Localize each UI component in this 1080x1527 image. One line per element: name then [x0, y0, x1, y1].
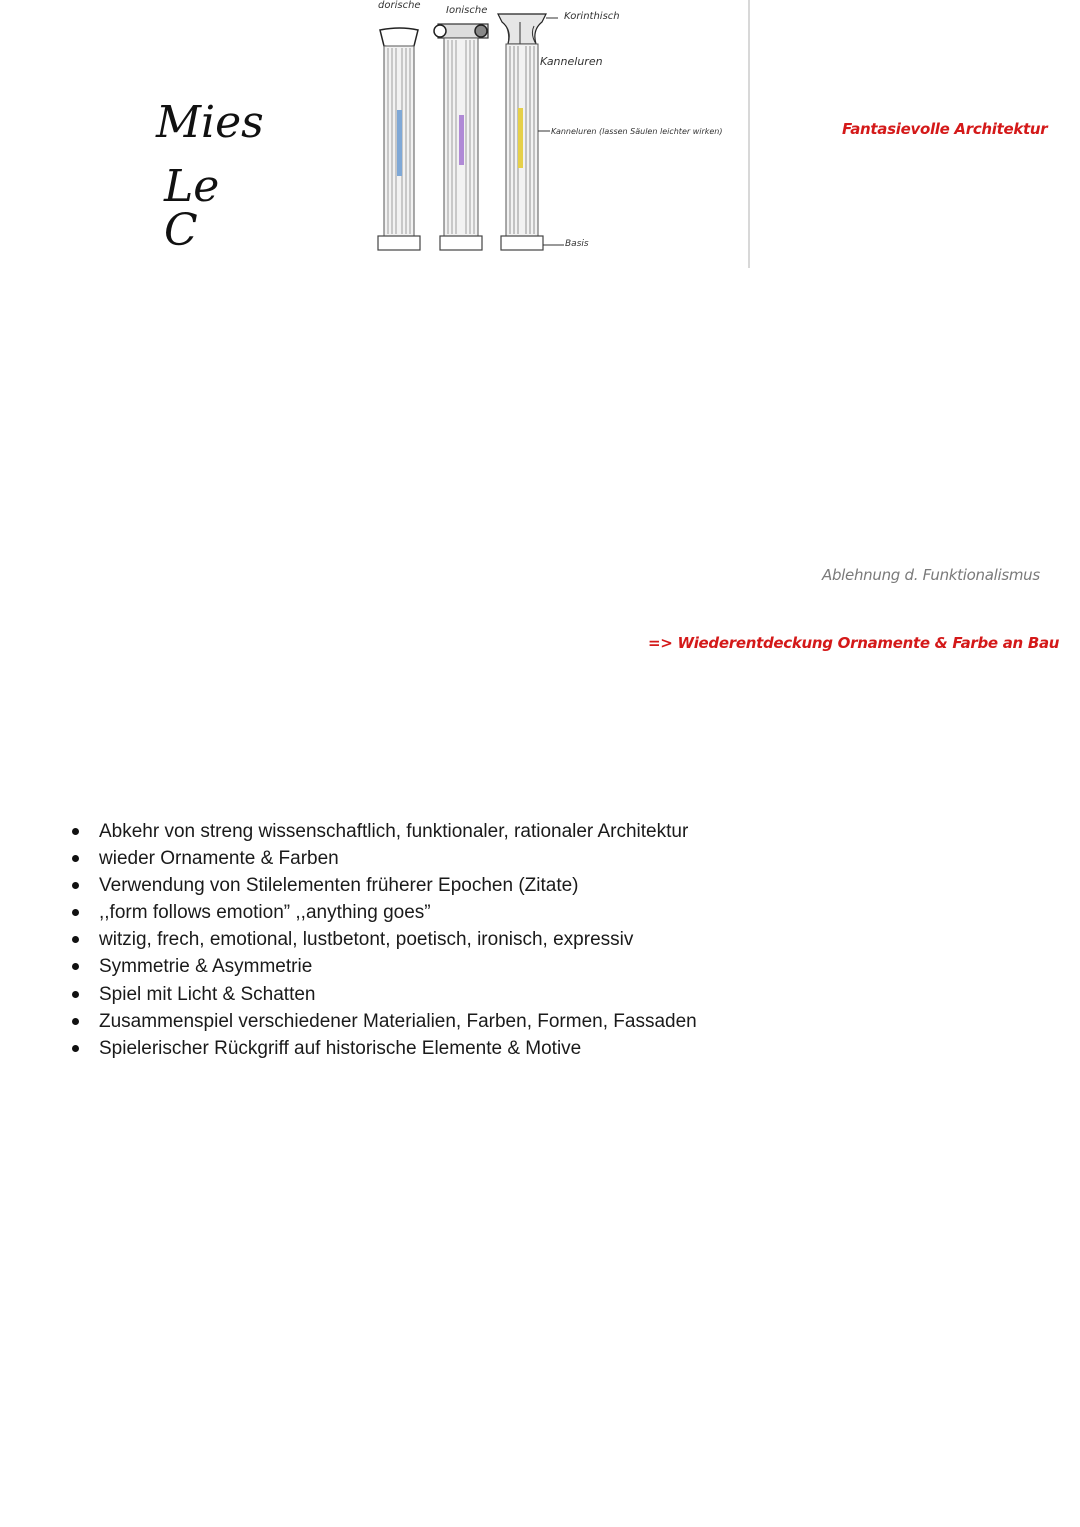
handwritten-line-1: Mies	[156, 97, 264, 148]
list-item-text: Abkehr von streng wissenschaftlich, funktionaler, rationaler Architektur	[99, 821, 689, 842]
list-item-text: Zusammenspiel verschiedener Materialien, Farben, Formen, Fassaden	[99, 1010, 697, 1032]
list-item	[70, 1008, 697, 1035]
list-item	[70, 981, 697, 1008]
annotation-ablehnung: Ablehnung d. Funktionalismus	[822, 566, 1040, 584]
list-item-text: wieder Ornamente & Farben	[99, 848, 339, 870]
handwritten-line-2: Le C	[164, 161, 220, 256]
label-kanneluren-note: Kanneluren (lassen Säulen leichter wirken)	[551, 127, 723, 136]
doric-column	[378, 28, 420, 250]
list-item-text: witzig, frech, emotional, lustbetont, poetisch, ironisch, expressiv	[99, 929, 634, 951]
list-item	[70, 926, 697, 953]
corinthian-column	[498, 14, 546, 250]
bullet-dot	[72, 1045, 79, 1052]
list-item	[70, 1035, 697, 1062]
list-item-text: Spiel mit Licht & Schatten	[99, 983, 316, 1005]
annotation-fantasievolle: Fantasievolle Architektur	[842, 120, 1048, 138]
label-kanneluren: Kanneluren	[540, 55, 603, 68]
ionic-column	[434, 24, 488, 250]
bullet-dot	[72, 855, 79, 862]
handwritten-names	[148, 95, 264, 256]
characteristics-list	[70, 818, 697, 1062]
list-item	[70, 953, 697, 980]
bullet-dot	[72, 828, 79, 835]
list-item-text: Verwendung von Stilelementen früherer Epochen (Zitate)	[99, 875, 579, 897]
list-item	[70, 872, 697, 899]
list-item	[70, 899, 697, 926]
label-korinthisch: Korinthisch	[564, 11, 620, 22]
list-item-text: Spielerischer Rückgriff auf historische Elemente & Motive	[99, 1037, 582, 1059]
bullet-dot	[72, 991, 79, 998]
bullet-dot	[72, 909, 79, 916]
bullet-dot	[72, 882, 79, 889]
vertical-divider	[748, 0, 750, 268]
annotation-wiederentdeckung: => Wiederentdeckung Ornamente & Farbe an Bau	[648, 634, 1060, 652]
list-item-text: ,,form follows emotion” ,,anything goes”	[99, 902, 431, 924]
list-item	[70, 818, 697, 845]
label-ionisch: Ionische	[446, 5, 488, 16]
list-item	[70, 845, 697, 872]
list-item-text: Symmetrie & Asymmetrie	[99, 956, 313, 978]
bullet-dot	[72, 936, 79, 943]
label-basis: Basis	[565, 239, 589, 249]
label-dorisch: dorische	[378, 0, 421, 11]
bullet-dot	[72, 1018, 79, 1025]
bullet-dot	[72, 963, 79, 970]
